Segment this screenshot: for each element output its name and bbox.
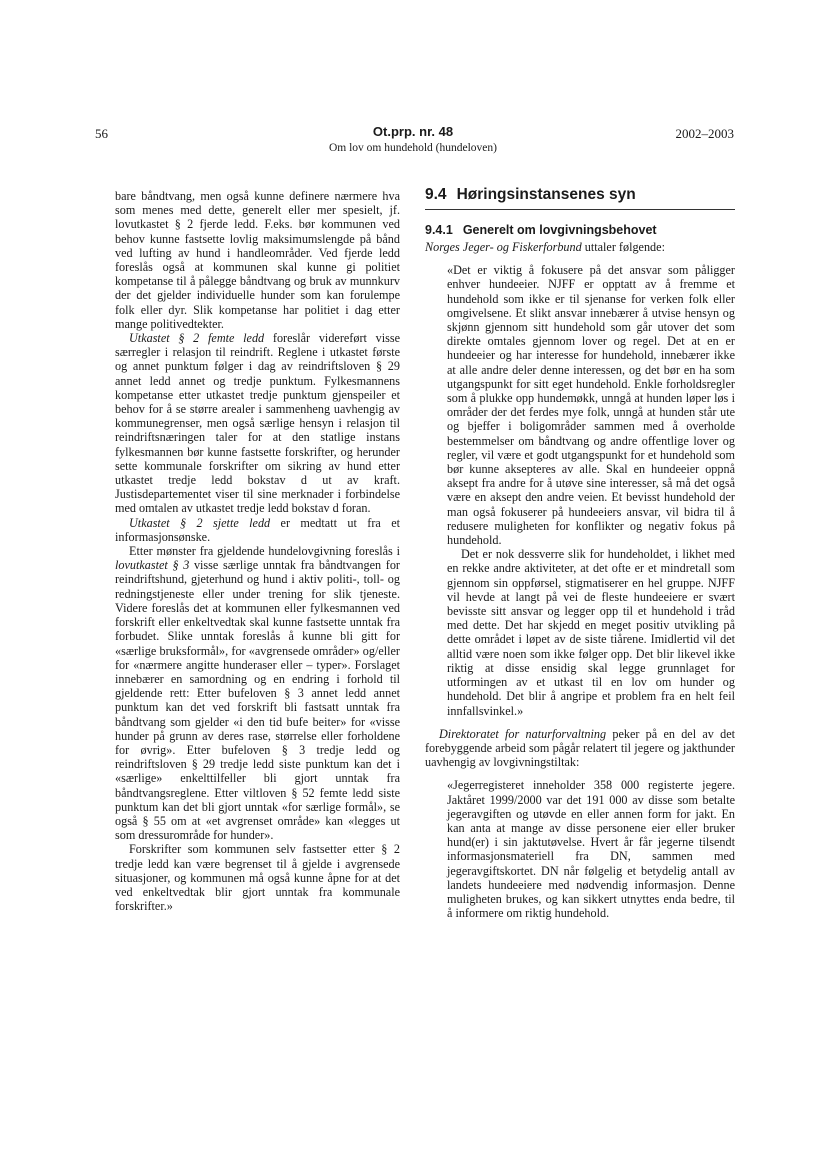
document-subtitle: Om lov om hundehold (hundeloven) [328, 142, 497, 154]
quote-paragraph: Det er nok dessverre slik for hundeholdet, i likhet med en rekke andre aktiviteter, at det ofte er et mindretall som gjennom sin oppførsel, stigmatiserer en hel gruppe. NJFF vil hevde at langt på vei de fleste hundeeiere er svært bevisste sitt ansvar og legger opp til et hundehold i tråd med dette. Det har skjedd en meget positiv utvikling på dette området i løpet av de siste tiårene. Imidlertid vil det alltid være noen som ikke følger opp. Det blir likevel ikke riktig at disse ensidig skal legge grunnlaget for utformingen av et utkast til en lov om hunder og hundehold. Det blir å angripe et problem fra en helt feil innfallsvinkel.» [447, 547, 735, 718]
document-title: Ot.prp. nr. 48 [372, 124, 454, 139]
paragraph [115, 544, 400, 842]
subsection-heading [425, 222, 735, 238]
page-number: 56 [95, 126, 108, 141]
paragraph-text: foreslår videreført visse særregler i relasjon til reindrift. Reglene i utkastet første og annet punktum følger i dag av reindriftsloven § 29 annet ledd annet og tredje punktum. Fylkesmannens kompetanse etter utkastet tredje punktum gjenspeiler et behov for å se større arealer i sammenheng uavhengig av kommunegrenser, men også særlige hensyn i relasjon til reindriftsnæringen taler for at den statlige instans fylkesmannen bør kunne fastsette forskrifter, og herunder sette kommunale forskrifter om sikring av hund etter utkastet tredje ledd bokstav d ut av kraft. Justisdepartementet viser til sine merknader i forbindelse med omtalen av utkastet tredje ledd bokstav d foran. [115, 331, 400, 516]
block-quote [447, 263, 735, 718]
paragraph [425, 240, 735, 254]
paragraph: bare båndtvang, men også kunne definere nærmere hva som menes med dette, generelt eller mer spesielt, jf. lovutkastet § 2 fjerde ledd. F.eks. bør kommunen ved behov kunne fastsette lovlig maksimumslengde på bånd ved lufting av hund i handleområder. Ved fjerde ledd foreslås også at kommunen skal kunne gi politiet kompetanse til å pålegge båndtvang og bruk av munnkurv der det gjelder individuelle hunder som kan forulempe folk eller dyr. Slik kompetanse har politiet i dag etter mange politivedtekter. [115, 189, 400, 331]
paragraph-text: visse særlige unntak fra båndtvangen for reindriftshund, gjeterhund og hund i aktiv politi-, toll- og redningstjeneste eller under trening for slik tjeneste. Videre foreslås det at kommunen eller fylkesmannen ved forskrift eller enkeltvedtak skal kunne fastsette unntak fra forbudet. Slike unntak foreslås å kunne bli gitt for «særlige bruksformål», for «avgrensede områder» og/eller for «nærmere angitte hunderaser eller – typer». Forslaget innebærer en samordning og en endring i forhold til gjeldende rett: Etter bufeloven § 3 annet ledd annet punktum kan det ved forskrift bli fastsatt unntak fra båndtvang som gjelder «i den tid bufe beiter» for «visse hunder på grunn av deres rase, størrelse eller forholdene for øvrig». Etter bufeloven § 3 tredje ledd og reindriftsloven § 29 tredje ledd siste punktum kan det i «særlige» enkelttilfeller bli gjort unntak fra båndtvangsreglene. Etter viltloven § 52 femte ledd siste punktum kan det bli gjort unntak «for særlige formål», se også § 55 om at «et avgrenset område» kan «legges ut som dressurområde for hunder». [115, 558, 400, 843]
left-column [115, 189, 400, 913]
section-number: 9.4 [425, 186, 447, 203]
paragraph-text: Etter mønster fra gjeldende hundelovgivning foreslås i [129, 544, 400, 559]
paragraph [115, 331, 400, 516]
quote-paragraph: «Jegerregisteret inneholder 358 000 registerte jegere. Jaktåret 1999/2000 var det 191 000 av disse som betalte jegeravgiften og utøvde en eller annen form for jakt. En kan anta at mange av disse personene eier eller bruker hund(er) i sin jaktutøvelse. Hvert år får jegerne tilsendt informasjonsmateriell fra DN, sammen med jegeravgiftskortet. DN når følgelig et betydelig antall av landets hundeeiere med nødvendig informasjon. Denne muligheten brukes, og kan sikkert utnyttes enda bedre, til å informere om riktig hundehold. [447, 778, 735, 921]
emphasis: Utkastet § 2 sjette ledd [129, 515, 271, 530]
document-year: 2002–2003 [675, 126, 734, 141]
paragraph-text: peker på en del av det forebyggende arbeid som pågår relatert til jegere og jakthunder uavhengig av lovgivningstiltak: [425, 726, 735, 770]
subsection-title: Generelt om lovgivningsbehovet [462, 223, 657, 237]
emphasis: Norges Jeger- og Fiskerforbund [425, 240, 582, 254]
paragraph [425, 727, 735, 770]
paragraph-text: er medtatt ut fra et informasjonsønske. [115, 515, 400, 544]
paragraph: Forskrifter som kommunen selv fastsetter etter § 2 tredje ledd kan være begrenset til å gjelde i avgrensede situasjoner, og kommunen må også kunne åpne for at det ved enkeltvedtak blir gjort unntak fra kommunale forskrifter.» [115, 842, 400, 914]
paragraph [115, 516, 400, 544]
emphasis: Utkastet § 2 femte ledd [129, 331, 265, 346]
emphasis: Direktoratet for naturforvaltning [439, 726, 607, 741]
section-title: Høringsinstansenes syn [456, 186, 636, 203]
section-heading [425, 185, 735, 210]
quote-paragraph: «Det er viktig å fokusere på det ansvar som påligger enhver hundeeier. NJFF er opptatt av å fremme et hundehold som ikke er til sjenanse for verken folk eller omgivelsene. Et slikt ansvar innebærer å utvise hensyn og skjønn gjennom sitt hundehold som går utover det som direkte omtales gjennom lover og regel. Det at en er hundeeier og har interesse for hundehold, innebærer ikke at alle andre deler denne interessen, og det bør en ha som utgangspunkt for sitt eget hundehold. Enkle forholdsregler som å plukke opp hundemøkk, unngå at hunden løper løs i områder der det ferdes mye folk, unngå at hunden står ute og bjeffer i boligområder sammen med å overholde bestemmelser om båndtvang og andre offentlige lover og regler, vil være et godt utgangspunkt for et hundehold som bør kunne aksepteres av alle. Skal en hundeeier oppnå aksept fra andre for å utøve sine interesser, så må det også være en aksept den andre veien. Et bevisst hundehold der man også fokuserer på hundeeiers ansvar, vil bidra til å redusere muligheten for konflikter og negativ fokus på hundehold. [447, 263, 735, 548]
right-column [425, 185, 735, 920]
paragraph-text: uttaler følgende: [581, 240, 665, 254]
emphasis: lovutkastet § 3 [115, 558, 190, 573]
subsection-number: 9.4.1 [425, 223, 453, 237]
block-quote [447, 778, 735, 920]
